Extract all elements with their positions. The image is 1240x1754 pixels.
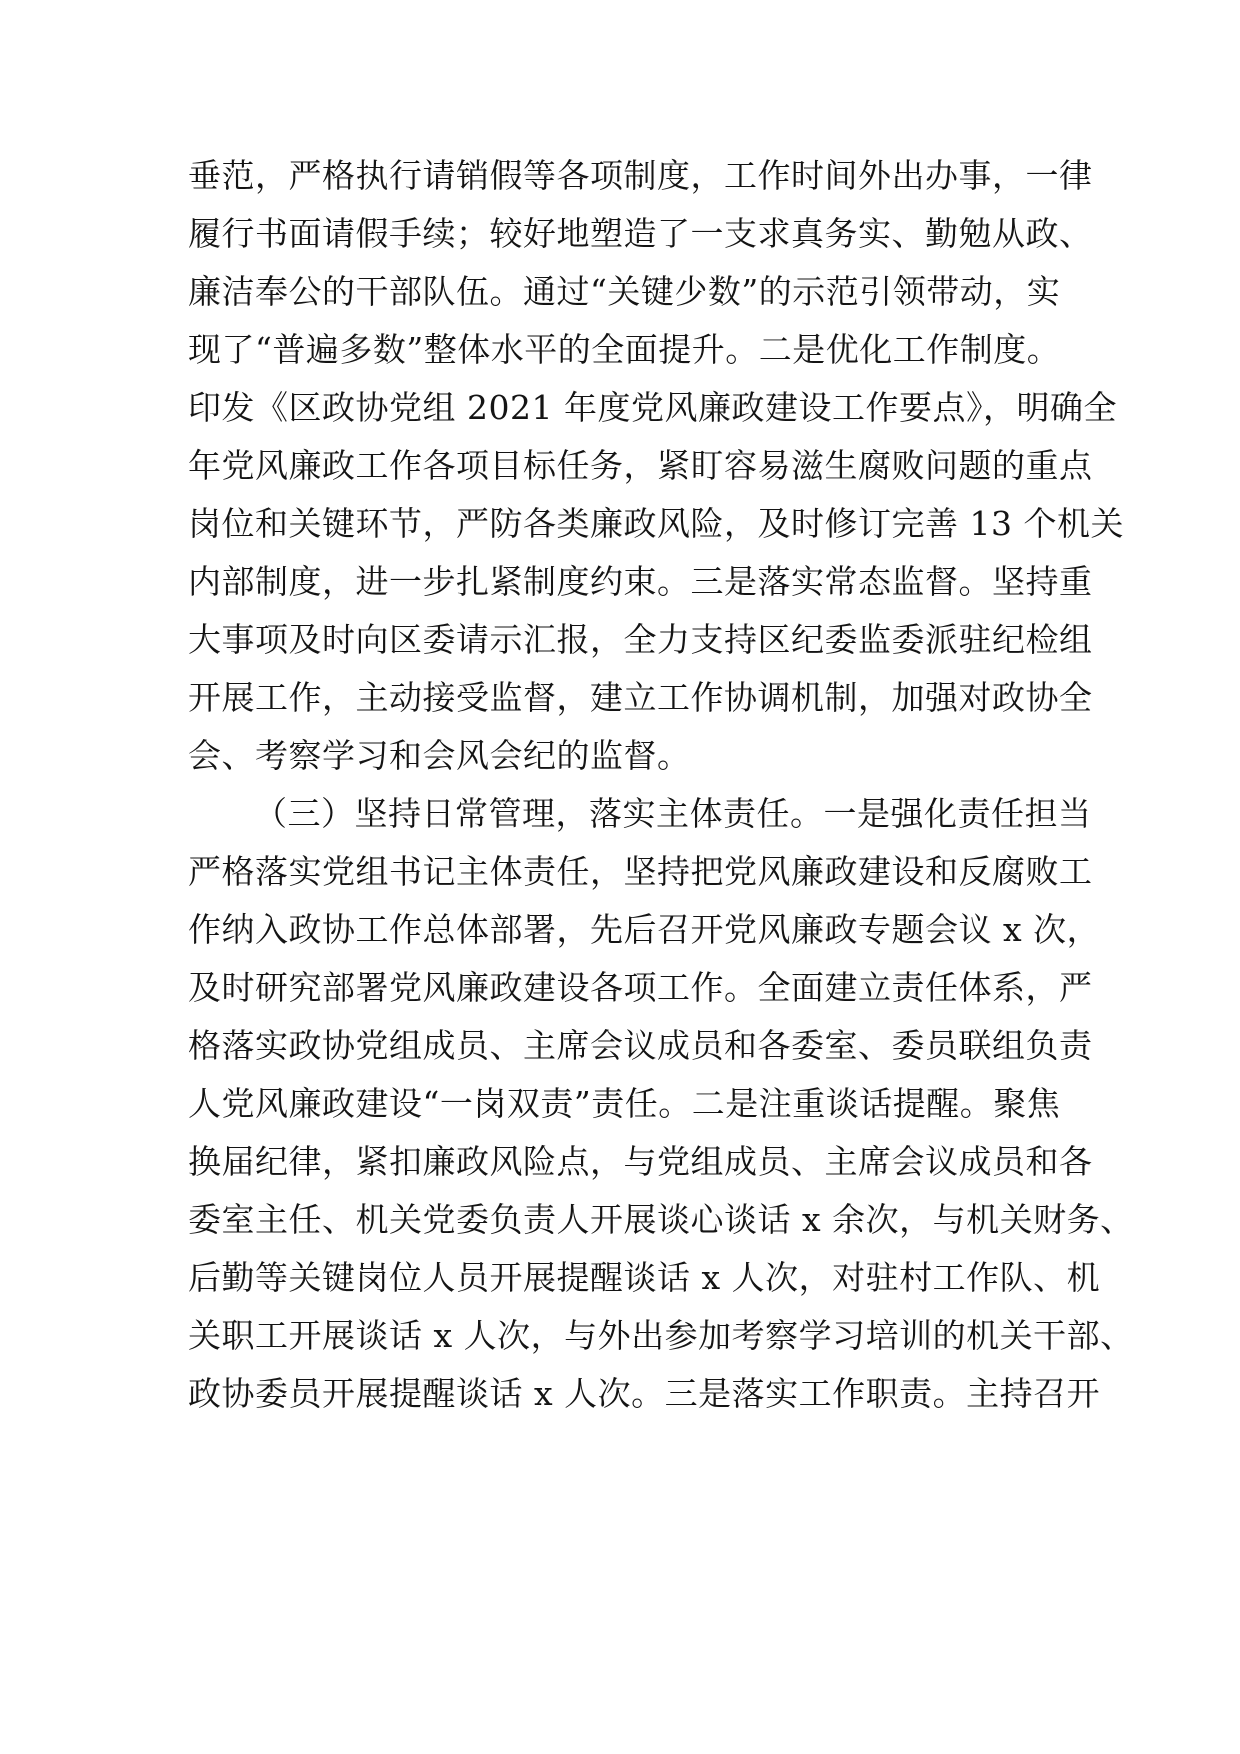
body-text-line: 垂范，严格执行请销假等各项制度，工作时间外出办事，一律 <box>188 156 1093 195</box>
body-text-line: 开展工作，主动接受监督，建立工作协调机制，加强对政协全 <box>188 678 1093 717</box>
body-text-line: 后勤等关键岗位人员开展提醒谈话 x 人次，对驻村工作队、机 <box>188 1258 1101 1297</box>
body-text-line: 履行书面请假手续；较好地塑造了一支求真务实、勤勉从政、 <box>188 214 1093 253</box>
body-text-line: 内部制度，进一步扎紧制度约束。三是落实常态监督。坚持重 <box>188 562 1093 601</box>
body-text-line: 换届纪律，紧扣廉政风险点，与党组成员、主席会议成员和各 <box>188 1142 1093 1181</box>
body-text-line: 印发《区政协党组 2021 年度党风廉政建设工作要点》，明确全 <box>188 388 1117 427</box>
body-text-line: 作纳入政协工作总体部署，先后召开党风廉政专题会议 x 次， <box>188 910 1101 949</box>
body-text-line: 格落实政协党组成员、主席会议成员和各委室、委员联组负责 <box>188 1026 1093 1065</box>
section-heading-line: （三）坚持日常管理，落实主体责任。一是强化责任担当 <box>254 794 1092 833</box>
body-text-line: 关职工开展谈话 x 人次，与外出参加考察学习培训的机关干部、 <box>188 1316 1134 1355</box>
body-text-line: 现了“普遍多数”整体水平的全面提升。二是优化工作制度。 <box>188 330 1061 369</box>
body-text-line: 廉洁奉公的干部队伍。通过“关键少数”的示范引领带动，实 <box>188 272 1061 311</box>
body-text-line: 委室主任、机关党委负责人开展谈心谈话 x 余次，与机关财务、 <box>188 1200 1134 1239</box>
body-text-line: 政协委员开展提醒谈话 x 人次。三是落实工作职责。主持召开 <box>188 1374 1101 1413</box>
body-text-line: 岗位和关键环节，严防各类廉政风险，及时修订完善 13 个机关 <box>188 504 1124 543</box>
body-text-line: 及时研究部署党风廉政建设各项工作。全面建立责任体系，严 <box>188 968 1093 1007</box>
body-text-line: 人党风廉政建设“一岗双责”责任。二是注重谈话提醒。聚焦 <box>188 1084 1061 1123</box>
body-text-line: 年党风廉政工作各项目标任务，紧盯容易滋生腐败问题的重点 <box>188 446 1093 485</box>
body-text-line: 会、考察学习和会风会纪的监督。 <box>188 736 691 775</box>
body-text-line: 大事项及时向区委请示汇报，全力支持区纪委监委派驻纪检组 <box>188 620 1093 659</box>
body-text-line: 严格落实党组书记主体责任，坚持把党风廉政建设和反腐败工 <box>188 852 1093 891</box>
